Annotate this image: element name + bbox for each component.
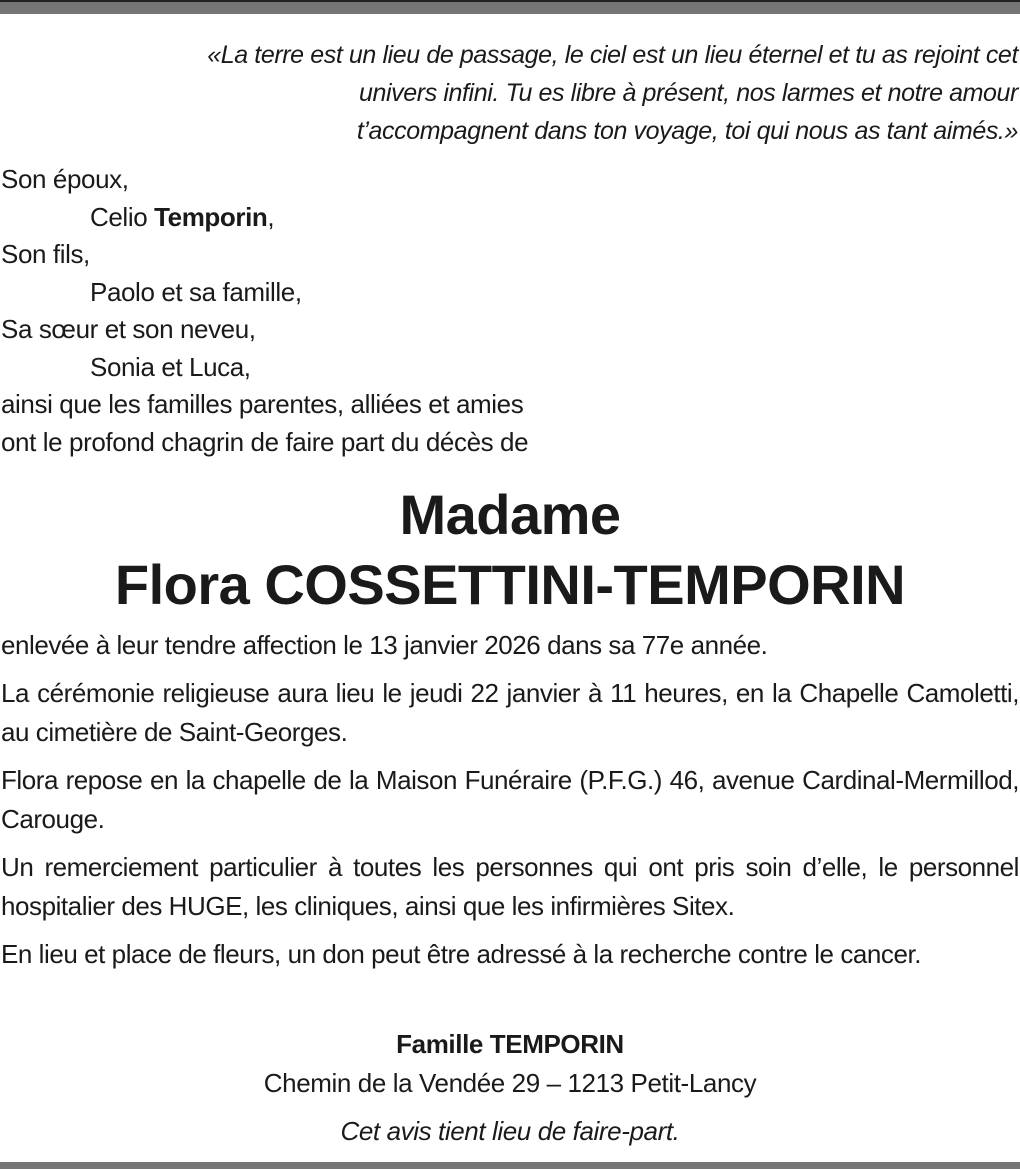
notice-body (1, 626, 1019, 983)
son-label: Son fils, (1, 239, 90, 269)
top-border (0, 0, 1020, 14)
quote-line: t’accompagnent dans ton voyage, toi qui nous as tant aimés.» (356, 117, 1018, 145)
deceased-name-block (0, 480, 1020, 620)
signature-name: Famille TEMPORIN (396, 1029, 624, 1059)
spouse-last-name: Temporin (154, 201, 268, 232)
spouse-name (1, 199, 528, 237)
spouse-first-name: Celio (90, 201, 155, 232)
family-line: ont le profond chagrin de faire part du décès de (1, 426, 529, 457)
quote-line: «La terre est un lieu de passage, le ciel est un lieu éternel et tu as rejoint cet (207, 41, 1018, 69)
signature-address: Chemin de la Vendée 29 – 1213 Petit-Lancy (263, 1068, 757, 1098)
paragraph: Un remerciement particulier à toutes les personnes qui ont pris soin d’elle, le personnel hospitalier des HUGE, les cliniques, ainsi que les infirmières Sitex. (1, 852, 1019, 921)
paragraph: La cérémonie religieuse aura lieu le jeudi 22 janvier à 11 heures, en la Chapelle Camoletti, au cimetière de Saint-Georges. (1, 678, 1019, 747)
bottom-border (0, 1162, 1020, 1169)
quote-line: univers infini. Tu es libre à présent, nos larmes et notre amour (359, 79, 1018, 107)
paragraph: En lieu et place de fleurs, un don peut être adressé à la recherche contre le cancer. (1, 939, 922, 969)
sister-name: Sonia et Luca, (90, 351, 251, 382)
signature-note: Cet avis tient lieu de faire-part. (340, 1116, 680, 1146)
paragraph: Flora repose en la chapelle de la Maison Funéraire (P.F.G.) 46, avenue Cardinal-Mermillod, Carouge. (1, 765, 1019, 834)
sister-label: Sa sœur et son neveu, (1, 314, 256, 344)
deceased-name: Flora COSSETTINI-TEMPORIN (114, 553, 906, 616)
son-name: Paolo et sa famille, (90, 276, 302, 307)
epigraph-quote (18, 36, 1018, 150)
paragraph: enlevée à leur tendre affection le 13 janvier 2026 dans sa 77e année. (1, 630, 768, 660)
signature-block (0, 1025, 1020, 1151)
comma: , (267, 201, 275, 232)
family-line: ainsi que les familles parentes, alliées et amies (1, 389, 524, 419)
spouse-label: Son époux, (1, 164, 129, 194)
family-list (1, 161, 528, 461)
deceased-title: Madame (399, 483, 621, 546)
